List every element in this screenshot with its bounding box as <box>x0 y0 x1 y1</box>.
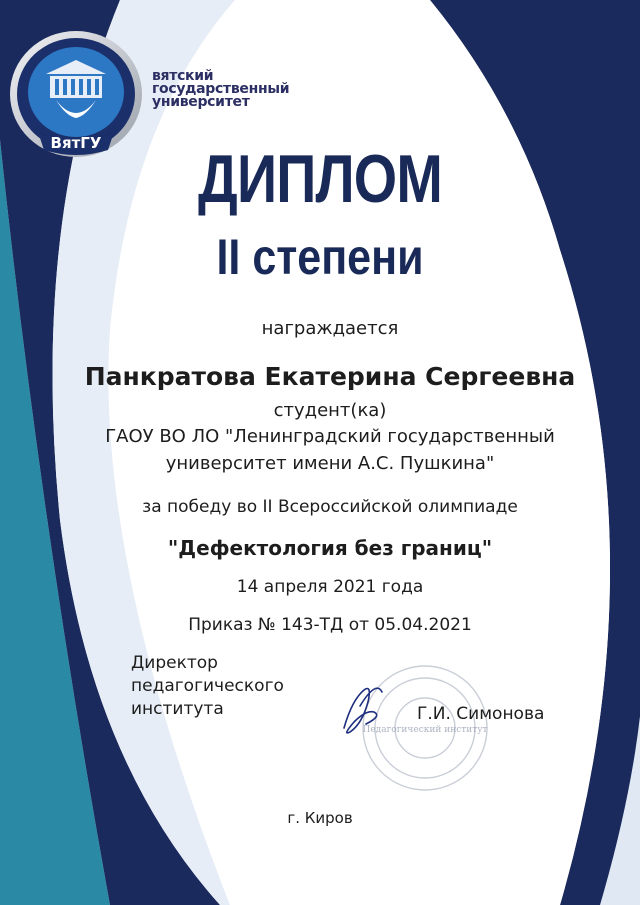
organization-line-2: университет имени А.С. Пушкина" <box>165 453 495 474</box>
signer-name: Г.И. Симонова <box>417 704 545 724</box>
signer-position <box>131 652 284 721</box>
university-name <box>152 70 289 109</box>
diploma-degree: II степени <box>216 229 424 285</box>
signer-position-line-1: Директор <box>131 653 218 673</box>
official-stamp <box>330 650 500 800</box>
award-reason: за победу во II Всероссийской олимпиаде <box>142 497 518 517</box>
recipient-role: студент(ка) <box>273 400 387 421</box>
award-date: 14 апреля 2021 года <box>236 577 424 597</box>
university-name-line-3: университет <box>152 94 250 110</box>
diploma-title: ДИПЛОМ <box>198 141 442 217</box>
organization-line-1: ГАОУ ВО ЛО "Ленинградский государственный <box>105 426 555 447</box>
city: г. Киров <box>287 809 353 827</box>
university-name-line-1: вятский <box>152 68 214 84</box>
order-number: Приказ № 143-ТД от 05.04.2021 <box>188 615 472 635</box>
stamp-text: Педагогический институт <box>362 725 488 735</box>
olympiad-name: "Дефектология без границ" <box>167 536 493 560</box>
signer-position-line-2: педагогического <box>131 676 284 696</box>
recipient-name: Панкратова Екатерина Сергеевна <box>84 362 576 391</box>
logo-badge-text: ВятГУ <box>50 134 102 152</box>
university-name-line-2: государственный <box>152 81 290 97</box>
awarded-text: награждается <box>261 318 399 339</box>
signer-position-line-3: института <box>131 699 224 719</box>
